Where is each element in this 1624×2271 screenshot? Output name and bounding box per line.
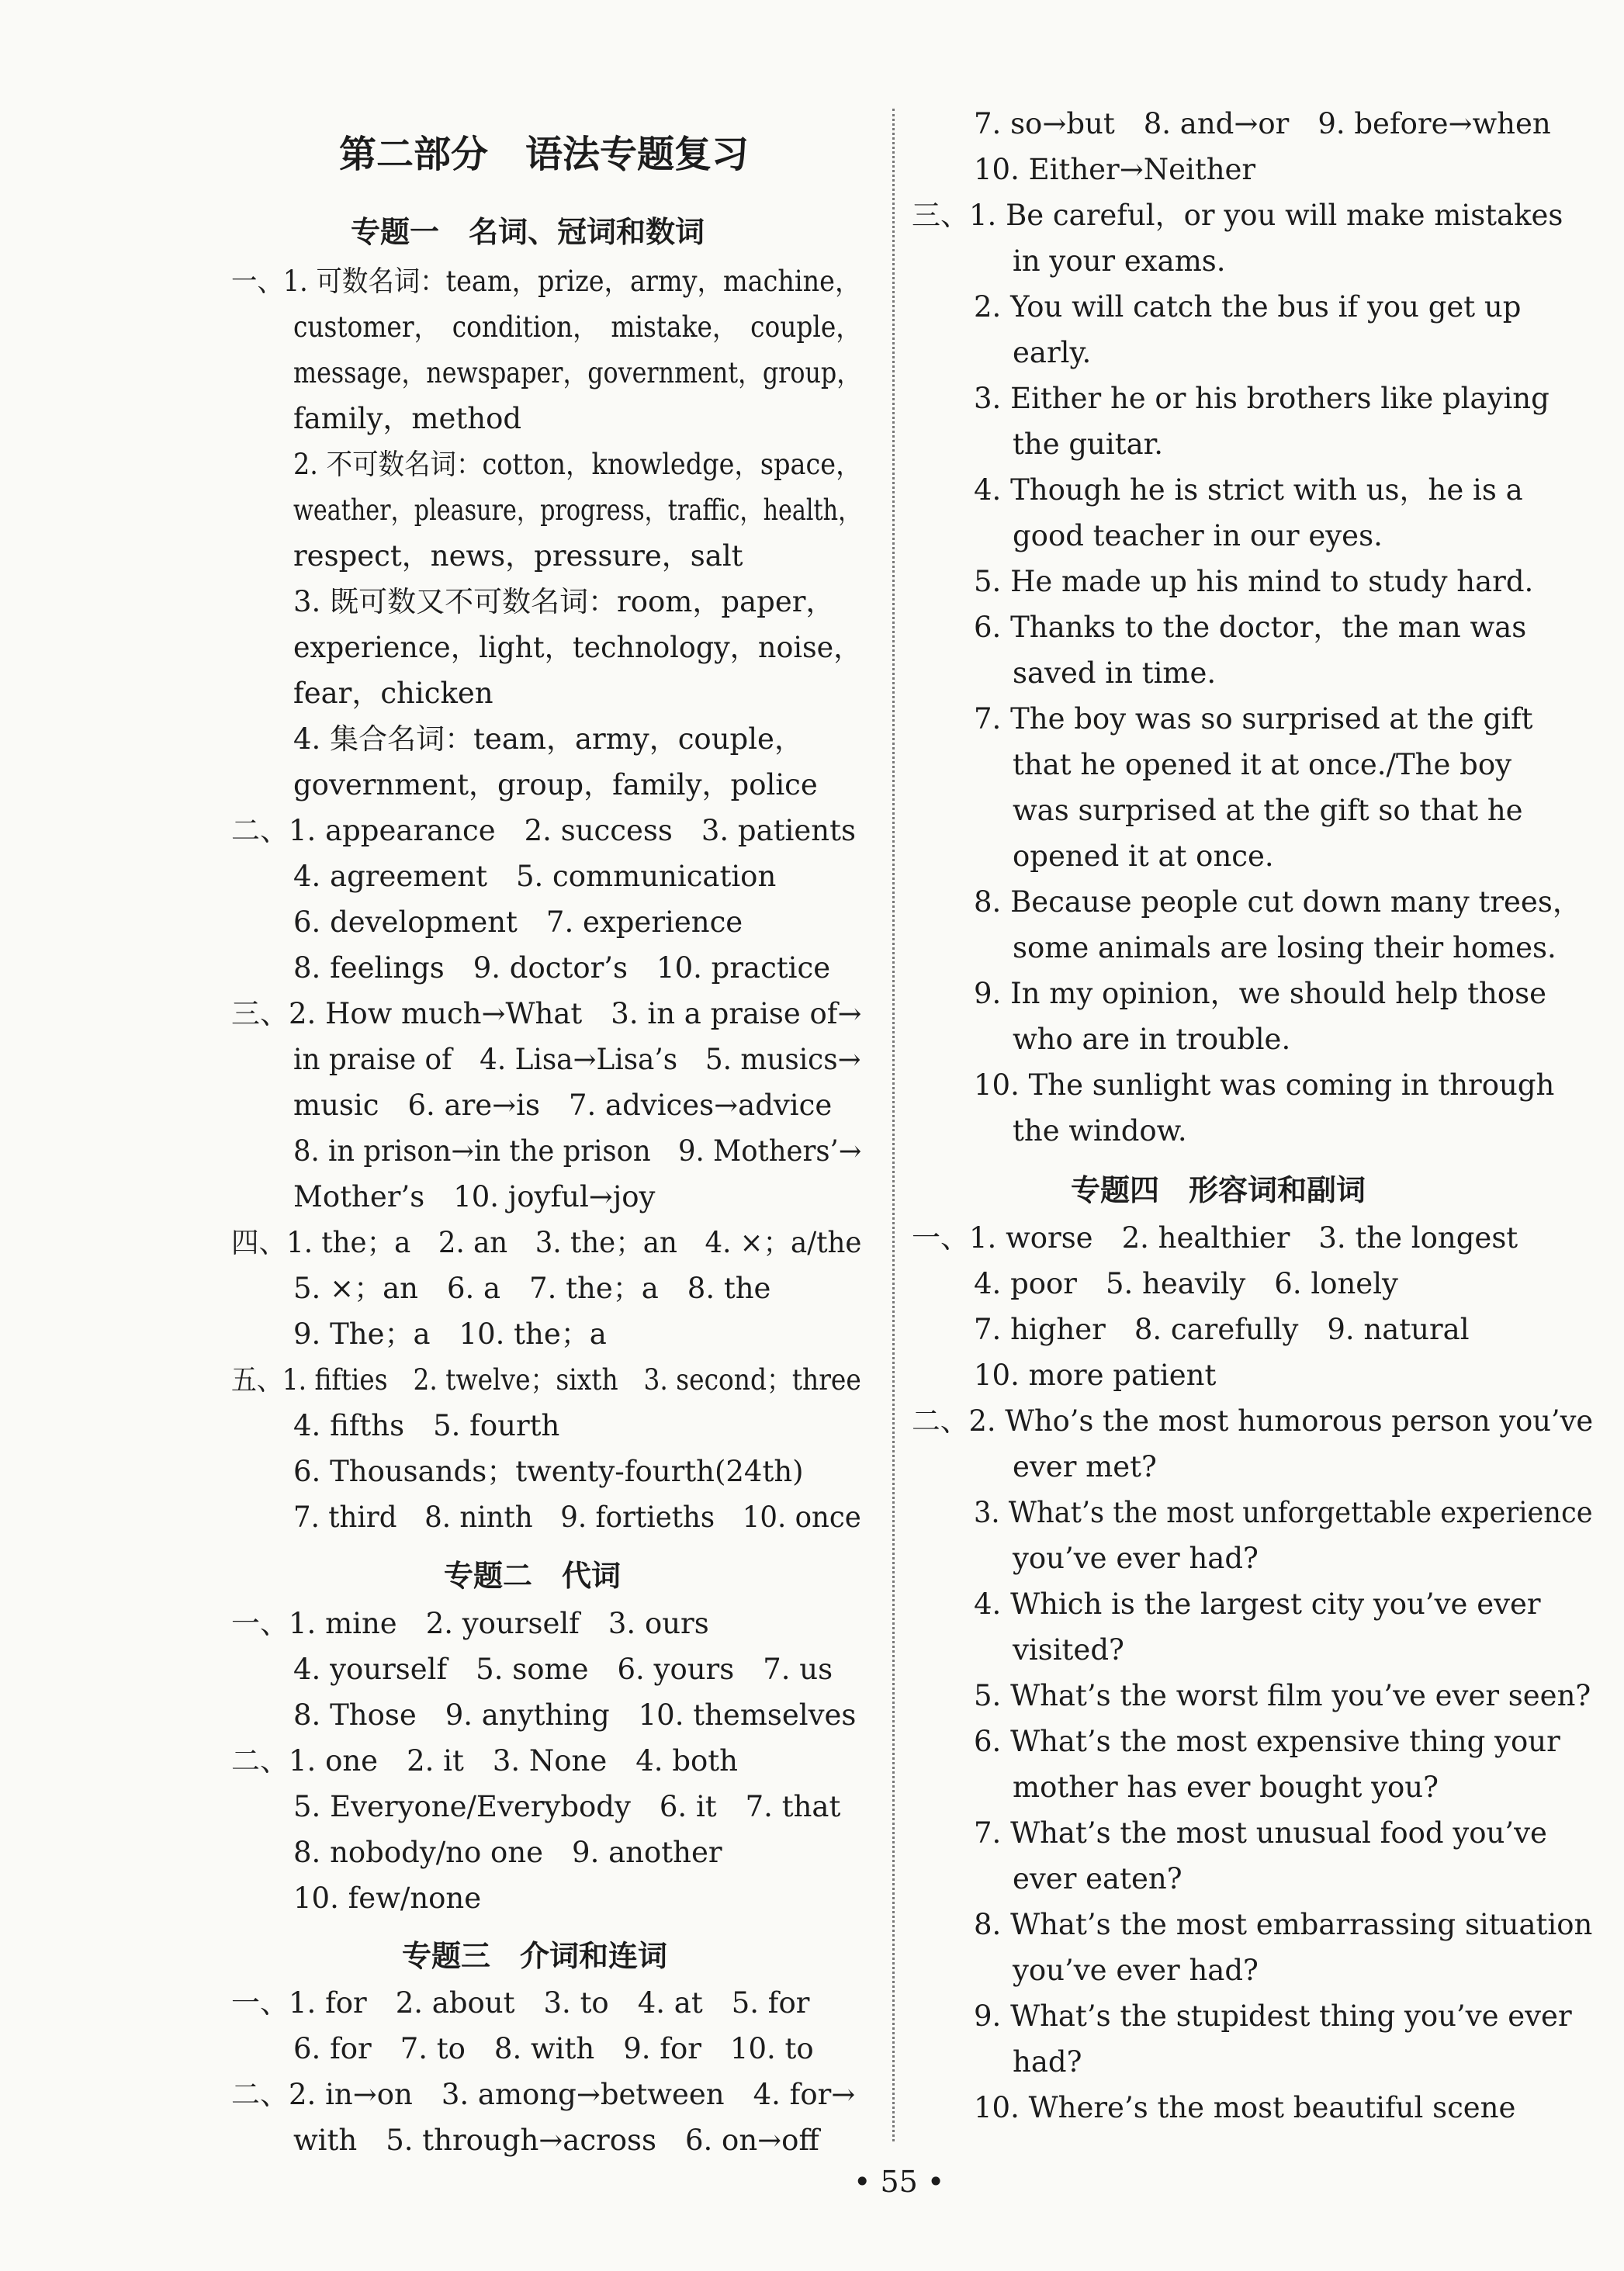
answer-line: 4. agreement 5. communication [293,860,777,893]
page-title: 第二部分 语法专题复习 [339,133,750,176]
answer-line: in praise of 4. Lisa→Lisa’s 5. musics→ [293,1043,861,1076]
column-divider [892,109,895,2141]
answer-line: 7. third 8. ninth 9. fortieths 10. once [293,1501,861,1534]
answer-line: 8. in prison→in the prison 9. Mothers’→ [293,1134,862,1168]
answer-line: customer， condition， mistake， couple， [293,310,862,344]
answer-line: that he opened it at once./The boy [1013,748,1512,781]
answer-line: some animals are losing their homes. [1013,931,1556,964]
answer-line: with 5. through→across 6. on→off [293,2124,819,2157]
answer-line: 4. fifths 5. fourth [293,1409,560,1442]
answer-line: 8. Because people cut down many trees， [974,885,1581,919]
answer-line: ever eaten? [1013,1862,1183,1895]
answer-line: 2. You will catch the bus if you get up [974,290,1522,324]
answer-line: respect，news，pressure，salt [293,539,743,573]
answer-line: 6. development 7. experience [293,905,743,939]
answer-line: you’ve ever had? [1013,1954,1259,1987]
answer-line: opened it at once. [1013,840,1274,873]
section-title: 专题二 代词 [444,1559,622,1593]
answer-line: fear，chicken [293,677,493,710]
answer-line: the window. [1013,1114,1187,1148]
answer-line: 4. Which is the largest city you’ve ever [974,1587,1541,1621]
answer-line: family，method [293,402,522,435]
answer-line: 三、2. How much→What 3. in a praise of→ [231,997,862,1030]
answer-line: 7. so→but 8. and→or 9. before→when [974,107,1551,140]
answer-line: experience，light，technology，noise， [293,631,862,664]
answer-line: message，newspaper，government，group， [293,356,861,389]
answer-line: government，group，family，police [293,768,818,801]
answer-line: had? [1013,2045,1082,2079]
answer-line: music 6. are→is 7. advices→advice [293,1089,833,1122]
answer-line: 6. What’s the most expensive thing your [974,1725,1560,1758]
answer-line: 一、1. worse 2. healthier 3. the longest [912,1221,1518,1255]
answer-line: 10. more patient [974,1359,1217,1392]
answer-line: 2. 不可数名词：cotton，knowledge，space， [293,448,862,481]
answer-line: 6. Thanks to the doctor，the man was [974,611,1527,644]
answer-line: 7. What’s the most unusual food you’ve [974,1816,1547,1850]
answer-line: 一、1. for 2. about 3. to 4. at 5. for [231,1986,810,2020]
answer-line: 9. What’s the stupidest thing you’ve ever [974,1999,1572,2033]
section-title: 专题三 介词和连词 [402,1939,668,1973]
answer-line: 8. feelings 9. doctor’s 10. practice [293,951,831,985]
answer-line: 4. Though he is strict with us，he is a [974,473,1523,507]
answer-line: 一、1. 可数名词：team，prize，army，machine， [231,265,861,298]
answer-line: 3. What’s the most unforgettable experience [974,1496,1593,1529]
answer-line: Mother’s 10. joyful→joy [293,1180,656,1213]
answer-line: who are in trouble. [1013,1023,1291,1056]
answer-line: 5. ×；an 6. a 7. the；a 8. the [293,1272,771,1305]
answer-line: 4. yourself 5. some 6. yours 7. us [293,1653,833,1686]
answer-line: visited? [1013,1633,1124,1667]
answer-line: 3. Either he or his brothers like playing [974,382,1550,415]
answer-line: 四、1. the；a 2. an 3. the；an 4. ×；a/the [231,1226,862,1259]
answer-line: early. [1013,336,1092,369]
answer-line: 4. 集合名词：team，army，couple， [293,722,803,756]
answer-line: 8. Those 9. anything 10. themselves [293,1698,857,1732]
section-title: 专题一 名词、冠词和数词 [351,215,705,249]
answer-line: 5. Everyone/Everybody 6. it 7. that [293,1790,841,1823]
section-title: 专题四 形容词和副词 [1071,1173,1366,1207]
answer-line: 5. He made up his mind to study hard. [974,565,1534,598]
answer-line: 8. nobody/no one 9. another [293,1836,722,1869]
answer-line: you’ve ever had? [1013,1542,1259,1575]
answer-line: weather，pleasure，progress，traffic，health， [293,493,862,527]
answer-line: was surprised at the gift so that he [1013,794,1523,827]
answer-line: 10. few/none [293,1882,482,1915]
answer-line: 10. Either→Neither [974,153,1256,186]
answer-line: 二、1. one 2. it 3. None 4. both [231,1744,738,1778]
answer-line: 二、1. appearance 2. success 3. patients [231,814,856,847]
answer-line: 9. In my opinion，we should help those [974,977,1546,1010]
answer-line: ever met? [1013,1450,1157,1483]
answer-line: 二、2. in→on 3. among→between 4. for→ [231,2078,856,2111]
answer-line: 4. poor 5. heavily 6. lonely [974,1267,1398,1300]
answer-line: 三、1. Be careful，or you will make mistakes [912,199,1563,232]
answer-line: 9. The；a 10. the；a [293,1317,607,1351]
answer-line: 5. What’s the worst film you’ve ever seen? [974,1679,1591,1712]
answer-line: good teacher in our eyes. [1013,519,1383,552]
answer-line: 3. 既可数又不可数名词：room，paper， [293,585,835,618]
answer-line: 7. The boy was so surprised at the gift [974,702,1533,736]
answer-line: 五、1. fifties 2. twelve；sixth 3. second；three [231,1363,861,1397]
answer-line: 二、2. Who’s the most humorous person you’ve [912,1404,1594,1438]
answer-line: 6. for 7. to 8. with 9. for 10. to [293,2032,814,2065]
answer-line: 一、1. mine 2. yourself 3. ours [231,1607,709,1640]
answer-line: 6. Thousands；twenty-fourth(24th) [293,1455,804,1488]
answer-line: 7. higher 8. carefully 9. natural [974,1313,1470,1346]
answer-line: in your exams. [1013,244,1226,278]
answer-line: saved in time. [1013,656,1217,690]
answer-line: 10. Where’s the most beautiful scene [974,2091,1516,2124]
answer-line: the guitar. [1013,428,1164,461]
answer-line: 10. The sunlight was coming in through [974,1068,1555,1102]
page-number: • 55 • [854,2165,945,2199]
answer-line: mother has ever bought you? [1013,1771,1439,1804]
answer-line: 8. What’s the most embarrassing situation [974,1908,1593,1941]
